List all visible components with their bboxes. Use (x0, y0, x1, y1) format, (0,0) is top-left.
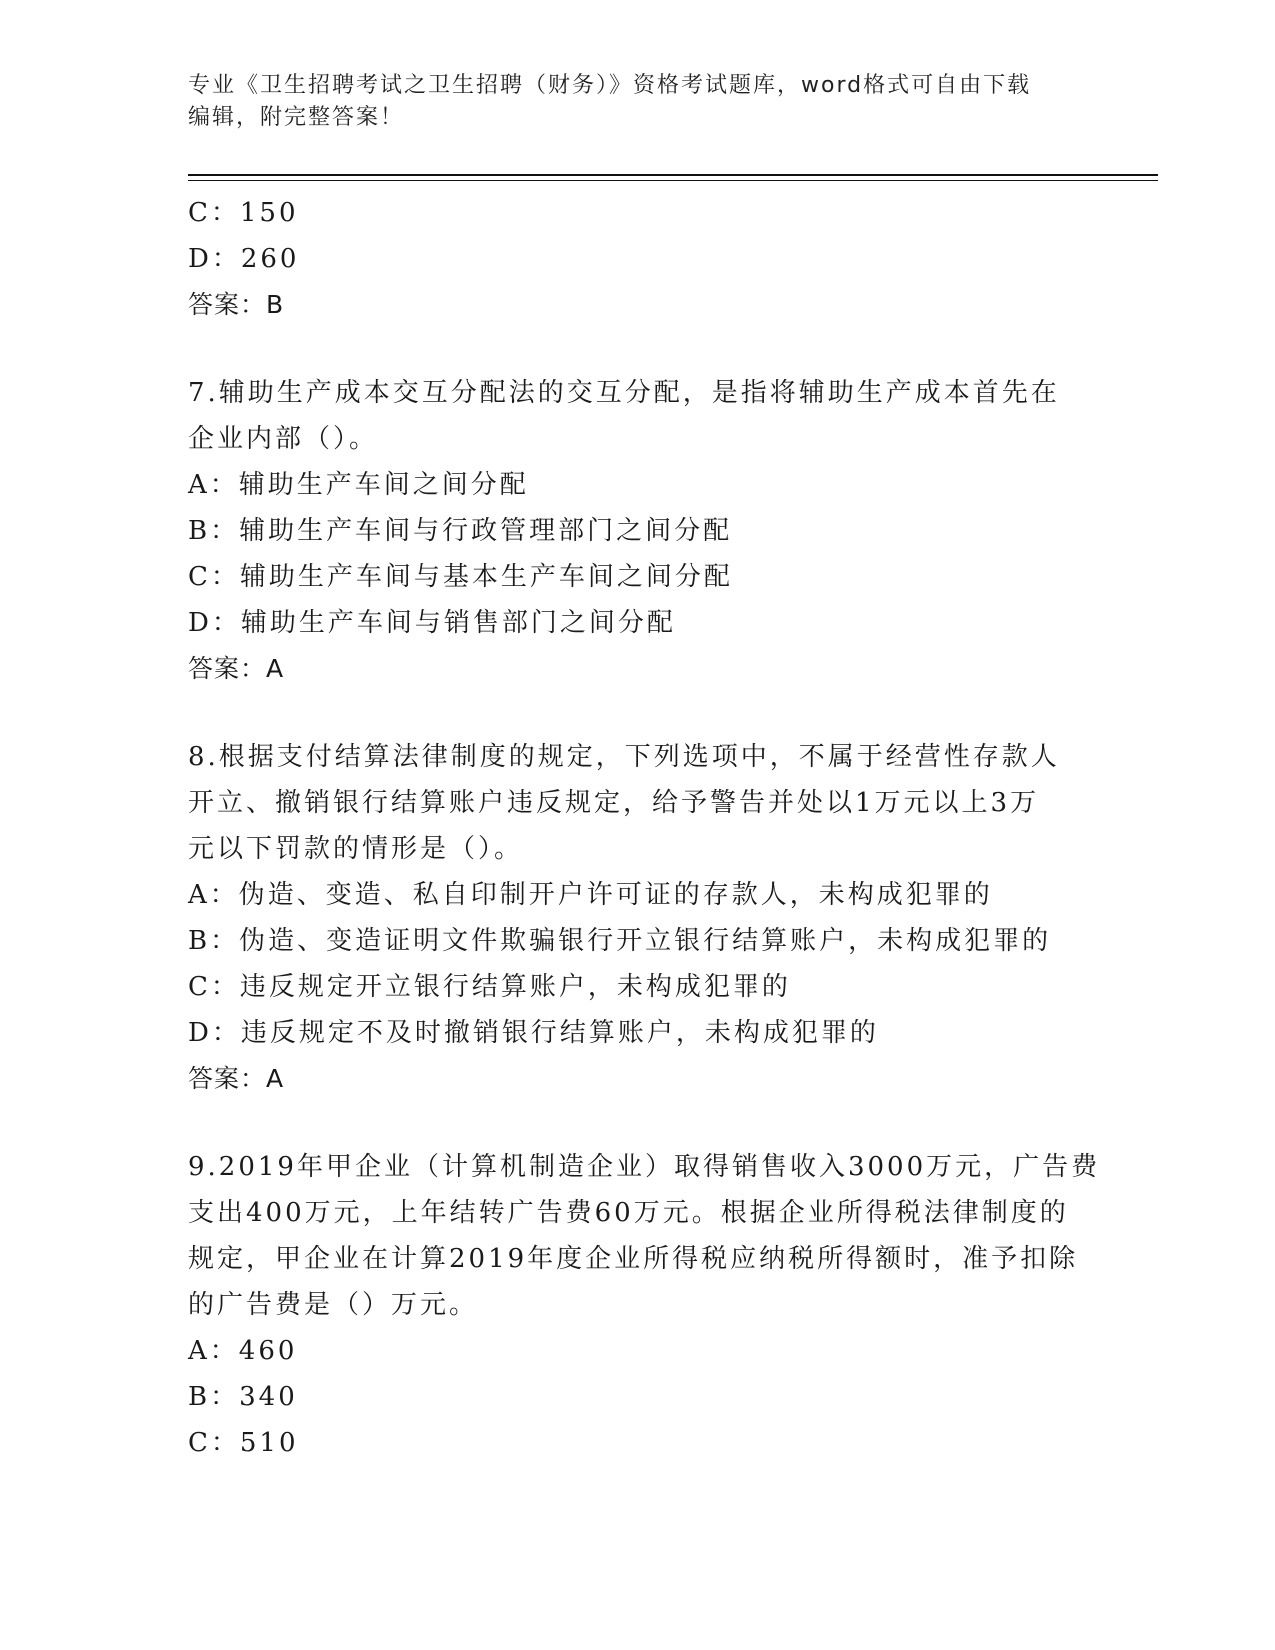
question-6-block (188, 190, 1088, 328)
header-divider-thick (188, 174, 1158, 176)
question-8-block (188, 734, 1088, 1102)
header-divider-thin (188, 180, 1158, 181)
question-spacer (188, 692, 1088, 734)
question-stem: 的广告费是（）万元。 (188, 1290, 479, 1320)
option-b: B：辅助生产车间与行政管理部门之间分配 (188, 516, 733, 546)
option-b: B：340 (188, 1382, 298, 1412)
question-9-block (188, 1144, 1101, 1466)
option-a: A：辅助生产车间之间分配 (188, 470, 529, 500)
question-7-block (188, 370, 1088, 692)
answer-line: 答案：B (188, 290, 285, 319)
question-spacer (188, 328, 1088, 370)
question-stem: 开立、撤销银行结算账户违反规定，给予警告并处以1万元以上3万 (188, 788, 1040, 818)
header-line-2: 编辑，附完整答案！ (188, 105, 405, 130)
option-d: D：260 (188, 244, 300, 274)
question-stem: 元以下罚款的情形是（）。 (188, 834, 524, 864)
answer-line: 答案：A (188, 654, 285, 683)
option-c: C：510 (188, 1428, 299, 1458)
question-stem: 企业内部（）。 (188, 424, 379, 454)
question-content (188, 190, 1101, 1466)
question-stem: 8.根据支付结算法律制度的规定，下列选项中，不属于经营性存款人 (188, 742, 1060, 772)
option-a: A：伪造、变造、私自印制开户许可证的存款人，未构成犯罪的 (188, 880, 993, 910)
option-c: C：辅助生产车间与基本生产车间之间分配 (188, 562, 733, 592)
question-spacer (188, 1102, 1088, 1144)
question-stem: 规定，甲企业在计算2019年度企业所得税应纳税所得额时，准予扣除 (188, 1244, 1079, 1274)
option-c: C：违反规定开立银行结算账户，未构成犯罪的 (188, 972, 791, 1002)
option-a: A：460 (188, 1336, 298, 1366)
answer-line: 答案：A (188, 1064, 285, 1093)
question-stem: 7.辅助生产成本交互分配法的交互分配，是指将辅助生产成本首先在 (188, 378, 1060, 408)
option-b: B：伪造、变造证明文件欺骗银行开立银行结算账户，未构成犯罪的 (188, 926, 1052, 956)
option-d: D：违反规定不及时撤销银行结算账户，未构成犯罪的 (188, 1018, 879, 1048)
option-c: C：150 (188, 198, 299, 228)
header-line-1: 专业《卫生招聘考试之卫生招聘（财务）》资格考试题库，word格式可自由下载 (188, 73, 1032, 98)
option-d: D：辅助生产车间与销售部门之间分配 (188, 608, 676, 638)
question-stem: 支出400万元，上年结转广告费60万元。根据企业所得税法律制度的 (188, 1198, 1069, 1228)
question-stem: 9.2019年甲企业（计算机制造企业）取得销售收入3000万元，广告费 (188, 1152, 1101, 1182)
page-header (188, 70, 1088, 134)
